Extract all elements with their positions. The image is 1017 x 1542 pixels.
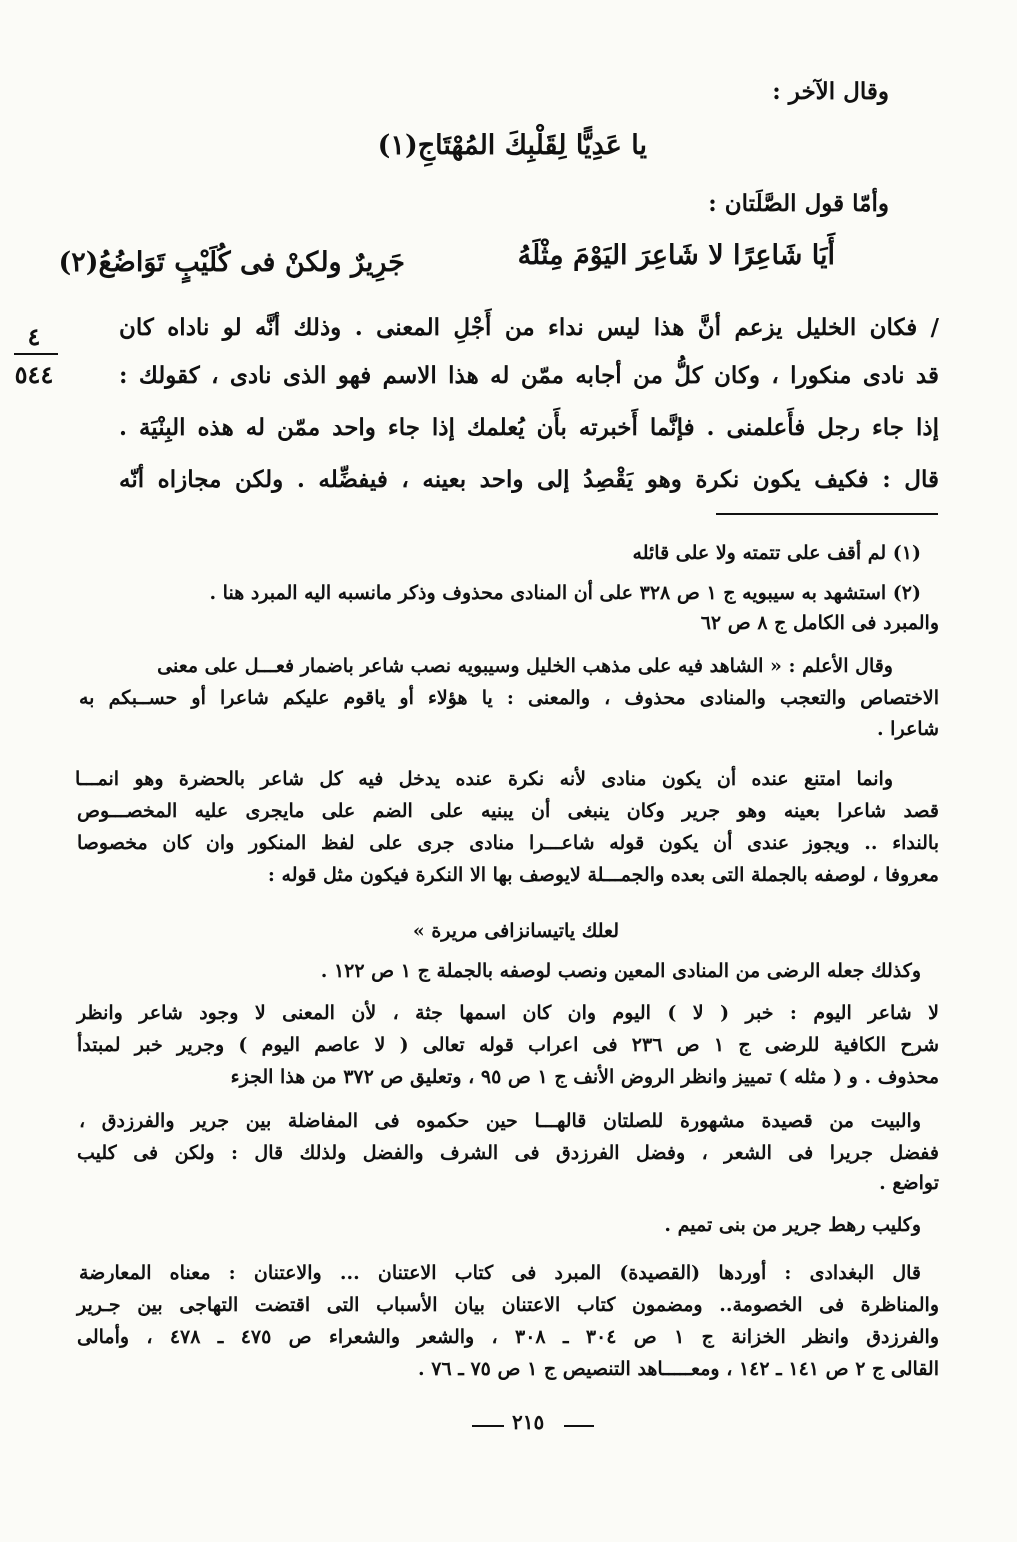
footnote-4-line-2: قصد شاعرا بعينه وهو جرير وكان ينبغى أن يبنيه على الضم على مايجرى عليه المخصـــوص	[77, 800, 939, 822]
footnote-7-line-1: والبيت من قصيدة مشهورة للصلتان قالهـــا حين حكموه فى المفاضلة بين جرير والفرزدق ،	[79, 1110, 921, 1132]
footnote-5: وكذلك جعله الرضى من المنادى المعين ونصب لوصفه بالجملة ج ١ ص ١٢٢ .	[320, 960, 921, 982]
margin-ref-divider	[14, 353, 58, 355]
main-paragraph-line-3: إذا جاء رجل فأَعلمنى . فإنَّما أَخبرته بأَن يُعلمك إذا جاء واحد ممّن له هذه البِنْيَة .	[119, 414, 939, 441]
main-paragraph-line-1: / فكان الخليل يزعم أنَّ هذا ليس نداء من أَجْلِ المعنى . وذلك أنَّه لو ناداه كان	[119, 314, 939, 341]
footnote-9-line-3: والفرزدق وانظر الخزانة ج ١ ص ٣٠٤ ـ ٣٠٨ ، والشعر والشعراء ص ٤٧٥ ـ ٤٧٨ ، وأمالى	[77, 1326, 940, 1348]
page-number-dash-left	[472, 1425, 504, 1427]
footnote-6-line-2: شرح الكافية للرضى ج ١ ص ٢٣٦ فى اعراب قوله تعالى ( لا عاصم اليوم ) وجرير خبر لمبتدأ	[77, 1034, 939, 1056]
main-line-1: وقال الآخر :	[772, 78, 889, 105]
footnote-separator	[716, 513, 938, 515]
footnote-9-line-1: قال البغدادى : أوردها (القصيدة) المبرد فى كتاب الاعتنان ... والاعتنان : معناه المعارضة	[79, 1262, 921, 1284]
footnote-4-line-3: بالنداء .. ويجوز عندى أن يكون قوله شاعـــرا منادى جرى على لفظ المنكور وان كان مخصوصا	[77, 832, 939, 854]
footnote-6-line-3: محذوف . و ( مثله ) تمييز وانظر الروض الأنف ج ١ ص ٩٥ ، وتعليق ص ٣٧٢ من هذا الجزء	[230, 1066, 939, 1088]
footnote-1: (١) لم أقف على تتمته ولا على قائله	[632, 542, 921, 564]
footnote-2-line-2: والمبرد فى الكامل ج ٨ ص ٦٢	[700, 612, 939, 634]
main-paragraph-line-4: قال : فكيف يكون نكرة وهو يَقْصِدُ إلى واحد بعينه ، فيفضِّله . ولكن مجازاه أنّه	[119, 466, 939, 493]
footnote-3-line-3: شاعرا .	[876, 718, 939, 740]
footnote-8: وكليب رهط جرير من بنى تميم .	[664, 1214, 921, 1236]
footnote-3-line-2: الاختصاص والتعجب والمنادى محذوف ، والمعنى : يا هؤلاء أو ياقوم عليكم شاعرا أو حســبكم به	[79, 687, 939, 709]
footnote-3-line-1: وقال الأعلم : « الشاهد فيه على مذهب الخليل وسيبويه نصب شاعر باضمار فعـــل على معنى	[157, 655, 893, 677]
verse-hemistich-a: أَيَا شَاعِرًا لا شَاعِرَ اليَوْمَ مِثْلَهُ	[517, 240, 835, 271]
margin-ref-bottom: ٥٤٤	[14, 360, 54, 389]
page-number: ٢١٥	[512, 1410, 545, 1434]
margin-ref-top: ٤	[27, 322, 41, 351]
page-number-dash-right	[564, 1425, 594, 1427]
footnote-7-line-2: ففضل جريرا فى الشعر ، وفضل الفرزدق فى الشرف والفضل ولذلك قال : ولكن فى كليب	[77, 1142, 939, 1164]
main-paragraph-line-2: قد نادى منكورا ، وكان كلُّ من أجابه ممّن له هذا الاسم فهو الذى نادى ، كقولك :	[119, 362, 939, 389]
main-line-3: وأمّا قول الصَّلَتان :	[708, 190, 889, 217]
verse-line-1: يا عَدِيًّا لِقَلْبِكَ المُهْتَاجِ(١)	[377, 130, 647, 161]
verse-hemistich-b: جَرِيرٌ ولكنْ فى كُلَيْبٍ تَوَاضُعُ(٢)	[58, 247, 405, 278]
footnote-6-line-1: لا شاعر اليوم : خبر ( لا ) اليوم وان كان اسمها جثة ، لأن المعنى لا وجود شاعر وانظر	[77, 1002, 939, 1024]
footnote-9-line-4: القالى ج ٢ ص ١٤١ ـ ١٤٢ ، ومعـــــاهد التنصيص ج ١ ص ٧٥ ـ ٧٦ .	[418, 1358, 939, 1380]
footnote-2-line-1: (٢) استشهد به سيبويه ج ١ ص ٣٢٨ على أن المنادى محذوف وذكر مانسبه اليه المبرد هنا .	[209, 582, 921, 604]
footnote-4-verse: لعلك ياتيسانزافى مريرة »	[412, 920, 619, 942]
footnote-4-line-1: وانما امتنع عنده أن يكون منادى لأنه نكرة عنده يدخل فيه كل شاعر بالحضرة وهو انمـــا	[75, 768, 893, 790]
footnote-9-line-2: والمناظرة فى الخصومة.. ومضمون كتاب الاعتنان بيان الأسباب التى اقتضت التهاجى بين جـرير	[77, 1294, 939, 1316]
footnote-4-line-4: معروفا ، لوصفه بالجملة التى بعده والجمـــلة لايوصف بها الا النكرة فيكون مثل قوله :	[267, 864, 939, 886]
footnote-7-line-3: تواضع .	[879, 1172, 939, 1194]
